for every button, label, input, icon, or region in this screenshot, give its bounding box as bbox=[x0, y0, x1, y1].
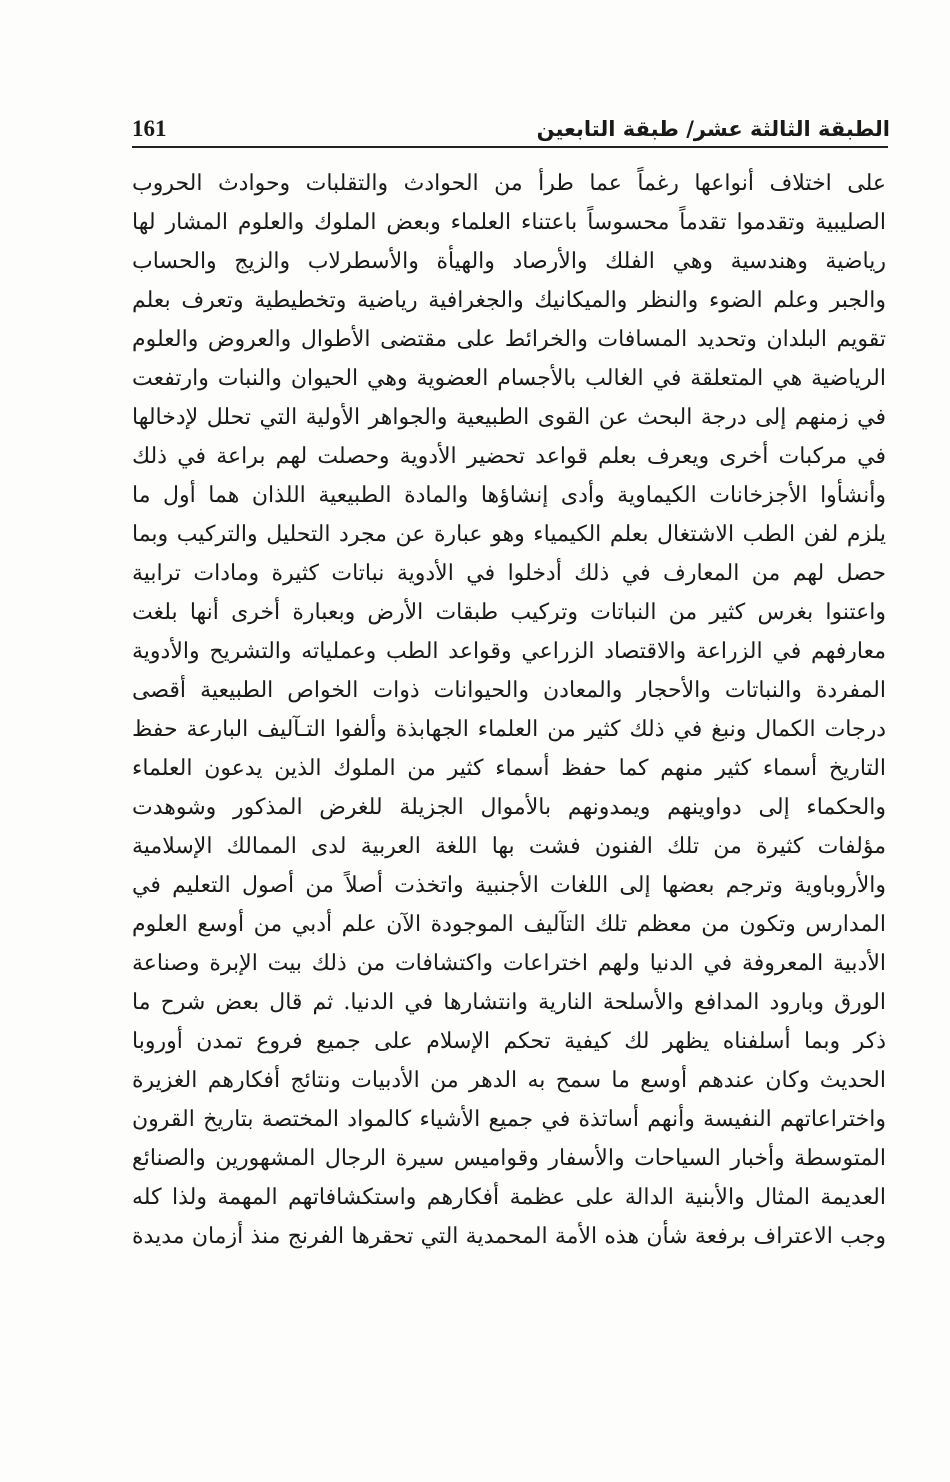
text-line: التاريخ أسماء كثير منهم كما حفظ أسماء كثير من الملوك الذين يدعون العلماء bbox=[132, 756, 886, 781]
text-line: يلزم لفن الطب الاشتغال بعلم الكيمياء وهو عبارة عن مجرد التحليل والتركيب وبما bbox=[132, 522, 886, 547]
text-line: الأدبية المعروفة في الدنيا ولهم اختراعات واكتشافات من ذلك بيت الإبرة وصناعة bbox=[132, 951, 886, 976]
text-line: في زمنهم إلى درجة البحث عن القوى الطبيعية والجواهر الأولية التي تحلل لإدخالها bbox=[132, 405, 886, 430]
body-text bbox=[132, 164, 886, 1256]
text-line: الحديث وكان عندهم أوسع ما سمح به الدهر من الأدبيات ونتائج أفكارهم الغزيرة bbox=[132, 1068, 886, 1093]
text-line: الرياضية هي المتعلقة في الغالب بالأجسام العضوية وهي الحيوان والنبات وارتفعت bbox=[132, 366, 886, 391]
text-line: واعتنوا بغرس كثير من النباتات وتركيب طبقات الأرض وبعبارة أخرى أنها بلغت bbox=[132, 600, 886, 625]
page-number: 161 bbox=[132, 116, 167, 141]
text-line: وأنشأوا الأجزخانات الكيماوية وأدى إنشاؤها والمادة الطبيعية اللذان هما أول ما bbox=[132, 483, 886, 508]
text-line: ذكر وبما أسلفناه يظهر لك كيفية تحكم الإسلام على جميع فروع تمدن أوروبا bbox=[132, 1029, 886, 1054]
text-line: المفردة والنباتات والأحجار والمعادن والحيوانات ذوات الخواص الطبيعية أقصى bbox=[132, 678, 886, 703]
text-line: على اختلاف أنواعها رغماً عما طرأ من الحوادث والتقلبات وحوادث الحروب bbox=[132, 171, 886, 196]
text-line: المدارس وتكون من معظم تلك التآليف الموجودة الآن علم أدبي من أوسع العلوم bbox=[132, 912, 886, 937]
text-line: والحكماء إلى دواوينهم ويمدونهم بالأموال الجزيلة للغرض المذكور وشوهدت bbox=[132, 795, 886, 820]
text-line: درجات الكمال ونبغ في ذلك كثير من العلماء الجهابذة وألفوا التـآليف البارعة حفظ bbox=[132, 717, 886, 742]
text-line: المتوسطة وأخبار السياحات والأسفار وقواميس سيرة الرجال المشهورين والصنائع bbox=[132, 1146, 886, 1171]
text-line: في مركبات أخرى ويعرف بعلم قواعد تحضير الأدوية وحصلت لهم براعة في ذلك bbox=[132, 444, 886, 469]
text-line: رياضية وهندسية وهي الفلك والأرصاد والهيأة والأسطرلاب والزيج والحساب bbox=[132, 249, 886, 274]
text-line: الصليبية وتقدموا تقدماً محسوساً باعتناء العلماء وبعض الملوك والعلوم المشار لها bbox=[132, 210, 886, 235]
text-line: والجبر وعلم الضوء والنظر والميكانيك والجغرافية رياضية وتخطيطية وتعرف بعلم bbox=[132, 288, 886, 313]
text-line: وجب الاعتراف برفعة شأن هذه الأمة المحمدية التي تحقرها الفرنج منذ أزمان مديدة bbox=[132, 1224, 886, 1249]
header-rule bbox=[132, 146, 888, 148]
running-header bbox=[130, 114, 890, 148]
text-line: العديمة المثال والأبنية الدالة على عظمة أفكارهم واستكشافاتهم المهمة ولذا كله bbox=[132, 1185, 886, 1210]
text-line: الورق وبارود المدافع والأسلحة النارية وانتشارها في الدنيا. ثم قال بعض شرح ما bbox=[132, 990, 886, 1015]
header-title: الطبقة الثالثة عشر/ طبقة التابعين bbox=[536, 117, 890, 141]
text-line: واختراعاتهم النفيسة وأنهم أساتذة في جميع الأشياء كالمواد المختصة بتاريخ القرون bbox=[132, 1107, 886, 1132]
text-line: معارفهم في الزراعة والاقتصاد الزراعي وقواعد الطب وعملياته والتشريح والأدوية bbox=[132, 639, 886, 664]
text-line: حصل لهم من المعارف في ذلك أدخلوا في الأدوية نباتات كثيرة ومادات ترابية bbox=[132, 561, 886, 586]
text-line: والأروباوية وترجم بعضها إلى اللغات الأجنبية واتخذت أصلاً من أصول التعليم في bbox=[132, 873, 886, 898]
text-line: مؤلفات كثيرة من تلك الفنون فشت بها اللغة العربية لدى الممالك الإسلامية bbox=[132, 834, 886, 859]
text-line: تقويم البلدان وتحديد المسافات والخرائط على مقتضى الأطوال والعروض والعلوم bbox=[132, 327, 886, 352]
